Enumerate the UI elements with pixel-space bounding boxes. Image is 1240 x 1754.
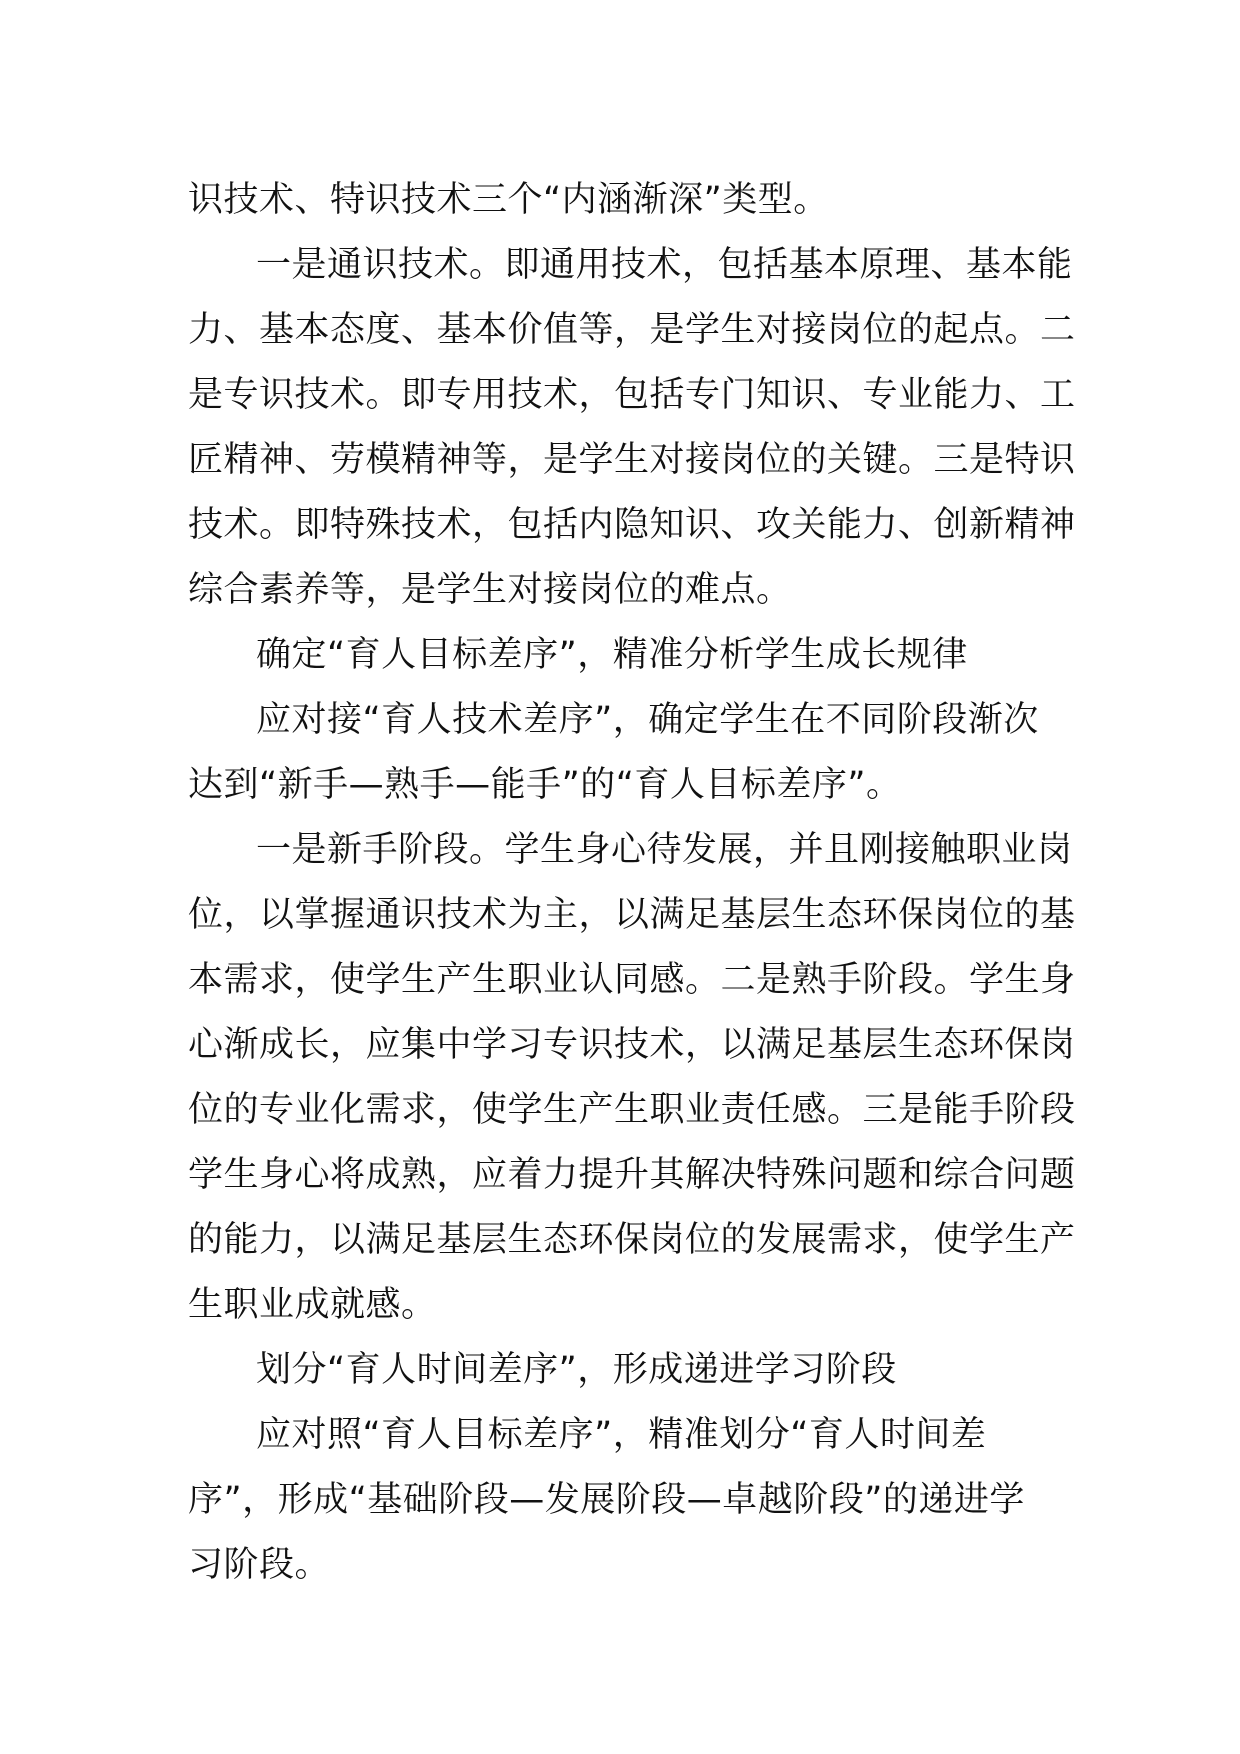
text-line: 的能力，以满足基层生态环保岗位的发展需求，使学生产 <box>188 1220 1076 1260</box>
text-line: 生职业成就感。 <box>188 1285 437 1325</box>
text-line: 是专识技术。即专用技术，包括专门知识、专业能力、工 <box>188 375 1076 415</box>
text-line: 力、基本态度、基本价值等，是学生对接岗位的起点。二 <box>188 310 1076 350</box>
text-line: 一是通识技术。即通用技术，包括基本原理、基本能 <box>256 245 1073 285</box>
text-line: 一是新手阶段。学生身心待发展，并且刚接触职业岗 <box>256 830 1073 870</box>
text-line: 识技术、特识技术三个“内涵渐深”类型。 <box>188 180 829 220</box>
text-line: 应对照“育人目标差序”，精准划分“育人时间差 <box>256 1415 987 1455</box>
text-line: 心渐成长，应集中学习专识技术，以满足基层生态环保岗 <box>188 1025 1076 1065</box>
section-heading: 确定“育人目标差序”，精准分析学生成长规律 <box>256 635 968 675</box>
text-line: 序”，形成“基础阶段—发展阶段—卓越阶段”的递进学 <box>188 1480 1025 1520</box>
body-text <box>188 168 1076 1598</box>
text-line: 习阶段。 <box>188 1545 331 1585</box>
text-line: 达到“新手—熟手—能手”的“育人目标差序”。 <box>188 765 902 805</box>
text-line: 位，以掌握通识技术为主，以满足基层生态环保岗位的基 <box>188 895 1076 935</box>
text-line: 本需求，使学生产生职业认同感。二是熟手阶段。学生身 <box>188 960 1076 1000</box>
text-line: 综合素养等，是学生对接岗位的难点。 <box>188 570 792 610</box>
section-heading: 划分“育人时间差序”，形成递进学习阶段 <box>256 1350 897 1390</box>
text-line: 应对接“育人技术差序”，确定学生在不同阶段渐次 <box>256 700 1039 740</box>
text-line: 匠精神、劳模精神等，是学生对接岗位的关键。三是特识 <box>188 440 1076 480</box>
text-line: 学生身心将成熟，应着力提升其解决特殊问题和综合问题 <box>188 1155 1076 1195</box>
text-line: 位的专业化需求，使学生产生职业责任感。三是能手阶段 <box>188 1090 1076 1130</box>
text-line: 技术。即特殊技术，包括内隐知识、攻关能力、创新精神 <box>188 505 1076 545</box>
